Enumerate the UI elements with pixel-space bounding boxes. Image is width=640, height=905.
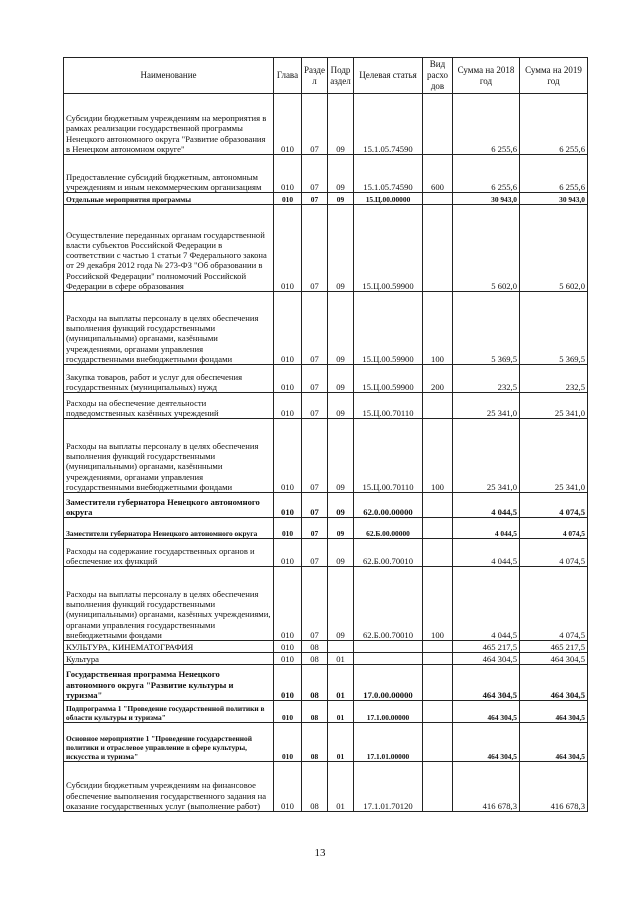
row-name: Заместители губернатора Ненецкого автономного округа bbox=[64, 493, 274, 518]
row-glava: 010 bbox=[274, 393, 302, 419]
row-podrazdel: 01 bbox=[328, 723, 354, 762]
row-glava: 010 bbox=[274, 365, 302, 393]
header-podrazdel: Подр аздел bbox=[328, 58, 354, 94]
row-sum-2019: 6 255,6 bbox=[520, 155, 588, 193]
row-sum-2019: 4 074,5 bbox=[520, 493, 588, 518]
row-name: Отдельные мероприятия программы bbox=[64, 193, 274, 205]
row-glava: 010 bbox=[274, 723, 302, 762]
row-glava: 010 bbox=[274, 193, 302, 205]
row-razdel: 07 bbox=[302, 292, 328, 365]
row-target: 62.Б.00.00000 bbox=[354, 518, 423, 539]
row-podrazdel: 09 bbox=[328, 155, 354, 193]
row-vid bbox=[423, 393, 453, 419]
row-razdel: 07 bbox=[302, 567, 328, 641]
row-name: Субсидии бюджетным учреждениям на финансовое обеспечение выполнения государственного задания на оказание государственных услуг (выполнение работ) bbox=[64, 762, 274, 812]
table-row bbox=[64, 567, 588, 641]
row-target: 15.Ц.00.70110 bbox=[354, 419, 423, 493]
row-name: Расходы на выплаты персоналу в целях обеспечения выполнения функций государственными (муниципальными) органами, казённными учреждениями, органами управления государственными внебюджетными фондами bbox=[64, 419, 274, 493]
row-podrazdel: 09 bbox=[328, 393, 354, 419]
row-glava: 010 bbox=[274, 665, 302, 701]
table-row bbox=[64, 665, 588, 701]
row-razdel: 08 bbox=[302, 723, 328, 762]
table-row bbox=[64, 393, 588, 419]
row-target: 62.Б.00.70010 bbox=[354, 539, 423, 567]
row-name: Расходы на выплаты персоналу в целях обеспечения выполнения функций государственными (муниципальными) органами, казённых учреждениями, органами управления государственными внебюджетными фондами bbox=[64, 567, 274, 641]
row-target: 62.0.00.00000 bbox=[354, 493, 423, 518]
row-sum-2019: 4 074,5 bbox=[520, 518, 588, 539]
row-sum-2018: 464 304,5 bbox=[453, 665, 520, 701]
row-razdel: 07 bbox=[302, 94, 328, 155]
row-glava: 010 bbox=[274, 205, 302, 292]
row-sum-2018: 464 304,5 bbox=[453, 723, 520, 762]
row-podrazdel: 09 bbox=[328, 539, 354, 567]
row-target: 15.Ц.00.59900 bbox=[354, 205, 423, 292]
table-header-row bbox=[64, 58, 588, 94]
row-podrazdel: 09 bbox=[328, 193, 354, 205]
table-row bbox=[64, 762, 588, 812]
row-podrazdel bbox=[328, 641, 354, 653]
row-sum-2018: 465 217,5 bbox=[453, 641, 520, 653]
table-row bbox=[64, 723, 588, 762]
table-row bbox=[64, 701, 588, 723]
row-podrazdel: 09 bbox=[328, 419, 354, 493]
table-row bbox=[64, 205, 588, 292]
row-target bbox=[354, 653, 423, 665]
row-sum-2018: 5 602,0 bbox=[453, 205, 520, 292]
table-row bbox=[64, 641, 588, 653]
row-razdel: 07 bbox=[302, 365, 328, 393]
row-sum-2019: 464 304,5 bbox=[520, 723, 588, 762]
budget-table-sheet bbox=[63, 57, 588, 812]
row-sum-2019: 30 943,0 bbox=[520, 193, 588, 205]
row-razdel: 07 bbox=[302, 393, 328, 419]
row-name: Осуществление переданных органам государственной власти субъектов Российской Федерации в соответствии с частью 1 статьи 7 Федерального закона от 29 декабря 2012 года № 273-ФЗ "Об образовании в Российской Федерации" полномочий Российской Федерации в сфере образования bbox=[64, 205, 274, 292]
row-sum-2018: 30 943,0 bbox=[453, 193, 520, 205]
row-glava: 010 bbox=[274, 155, 302, 193]
row-glava: 010 bbox=[274, 94, 302, 155]
header-name: Наименование bbox=[64, 58, 274, 94]
row-razdel: 08 bbox=[302, 762, 328, 812]
row-sum-2019: 6 255,6 bbox=[520, 94, 588, 155]
row-vid bbox=[423, 723, 453, 762]
row-glava: 010 bbox=[274, 653, 302, 665]
row-podrazdel: 09 bbox=[328, 365, 354, 393]
row-vid: 100 bbox=[423, 292, 453, 365]
row-podrazdel: 09 bbox=[328, 94, 354, 155]
table-row bbox=[64, 365, 588, 393]
row-vid: 200 bbox=[423, 365, 453, 393]
table-row bbox=[64, 193, 588, 205]
row-sum-2019: 25 341,0 bbox=[520, 393, 588, 419]
table-row bbox=[64, 292, 588, 365]
row-name: Расходы на обеспечение деятельности подведомственных казённых учреждений bbox=[64, 393, 274, 419]
row-name: Подпрограмма 1 "Проведение государственной политики в области культуры и туризма" bbox=[64, 701, 274, 723]
row-target: 62.Б.00.70010 bbox=[354, 567, 423, 641]
row-vid bbox=[423, 193, 453, 205]
row-razdel: 07 bbox=[302, 419, 328, 493]
row-target: 15.Ц.00.70110 bbox=[354, 393, 423, 419]
row-name: Расходы на содержание государственных органов и обеспечение их функций bbox=[64, 539, 274, 567]
row-razdel: 08 bbox=[302, 701, 328, 723]
row-glava: 010 bbox=[274, 292, 302, 365]
row-razdel: 07 bbox=[302, 493, 328, 518]
row-podrazdel: 09 bbox=[328, 518, 354, 539]
row-name: Основное мероприятие 1 "Проведение государственной политики и отраслевое управление в сфере культуры, искусства и туризма" bbox=[64, 723, 274, 762]
budget-table bbox=[63, 57, 588, 812]
row-vid bbox=[423, 665, 453, 701]
row-podrazdel: 09 bbox=[328, 205, 354, 292]
row-sum-2019: 464 304,5 bbox=[520, 653, 588, 665]
row-sum-2018: 464 304,5 bbox=[453, 701, 520, 723]
row-sum-2018: 4 044,5 bbox=[453, 567, 520, 641]
row-sum-2018: 464 304,5 bbox=[453, 653, 520, 665]
row-vid bbox=[423, 641, 453, 653]
row-sum-2019: 5 602,0 bbox=[520, 205, 588, 292]
row-sum-2019: 464 304,5 bbox=[520, 701, 588, 723]
row-glava: 010 bbox=[274, 493, 302, 518]
row-target: 15.1.05.74590 bbox=[354, 94, 423, 155]
header-sum-2018: Сумма на 2018 год bbox=[453, 58, 520, 94]
row-podrazdel: 01 bbox=[328, 653, 354, 665]
row-glava: 010 bbox=[274, 419, 302, 493]
row-sum-2019: 4 074,5 bbox=[520, 539, 588, 567]
row-sum-2019: 416 678,3 bbox=[520, 762, 588, 812]
row-vid: 100 bbox=[423, 567, 453, 641]
row-vid bbox=[423, 493, 453, 518]
row-vid: 600 bbox=[423, 155, 453, 193]
row-vid bbox=[423, 701, 453, 723]
row-name: Предоставление субсидий бюджетным, автономным учреждениям и иным некоммерческим организациям bbox=[64, 155, 274, 193]
page-number: 13 bbox=[314, 847, 326, 859]
row-podrazdel: 01 bbox=[328, 665, 354, 701]
header-sum-2019: Сумма на 2019 год bbox=[520, 58, 588, 94]
row-sum-2019: 25 341,0 bbox=[520, 419, 588, 493]
row-target: 15.Ц.00.59900 bbox=[354, 365, 423, 393]
table-body bbox=[64, 94, 588, 812]
row-vid bbox=[423, 539, 453, 567]
row-sum-2019: 465 217,5 bbox=[520, 641, 588, 653]
header-razdel: Разде л bbox=[302, 58, 328, 94]
row-name: Субсидии бюджетным учреждениям на мероприятия в рамках реализации государственной программы Ненецкого автономного округа "Развитие образования в Ненецком автономном округе" bbox=[64, 94, 274, 155]
table-row bbox=[64, 518, 588, 539]
row-vid bbox=[423, 762, 453, 812]
table-row bbox=[64, 493, 588, 518]
table-row bbox=[64, 155, 588, 193]
row-glava: 010 bbox=[274, 762, 302, 812]
header-target: Целевая статья bbox=[354, 58, 423, 94]
row-podrazdel: 09 bbox=[328, 567, 354, 641]
row-podrazdel: 01 bbox=[328, 701, 354, 723]
header-vid: Вид расхо дов bbox=[423, 58, 453, 94]
row-target: 17.1.01.00000 bbox=[354, 723, 423, 762]
row-razdel: 08 bbox=[302, 665, 328, 701]
row-vid bbox=[423, 653, 453, 665]
row-sum-2018: 4 044,5 bbox=[453, 539, 520, 567]
row-sum-2019: 232,5 bbox=[520, 365, 588, 393]
row-sum-2019: 4 074,5 bbox=[520, 567, 588, 641]
row-vid bbox=[423, 518, 453, 539]
row-podrazdel: 09 bbox=[328, 493, 354, 518]
row-razdel: 07 bbox=[302, 155, 328, 193]
row-podrazdel: 01 bbox=[328, 762, 354, 812]
row-razdel: 08 bbox=[302, 653, 328, 665]
row-sum-2018: 6 255,6 bbox=[453, 155, 520, 193]
row-sum-2018: 4 044,5 bbox=[453, 493, 520, 518]
row-target: 15.Ц.00.59900 bbox=[354, 292, 423, 365]
row-target: 17.1.01.70120 bbox=[354, 762, 423, 812]
row-target: 17.0.00.00000 bbox=[354, 665, 423, 701]
row-sum-2018: 5 369,5 bbox=[453, 292, 520, 365]
row-razdel: 08 bbox=[302, 641, 328, 653]
row-target: 15.Ц.00.00000 bbox=[354, 193, 423, 205]
row-razdel: 07 bbox=[302, 539, 328, 567]
row-glava: 010 bbox=[274, 518, 302, 539]
row-sum-2018: 416 678,3 bbox=[453, 762, 520, 812]
row-target: 15.1.05.74590 bbox=[354, 155, 423, 193]
row-vid bbox=[423, 94, 453, 155]
row-name: КУЛЬТУРА, КИНЕМАТОГРАФИЯ bbox=[64, 641, 274, 653]
row-vid bbox=[423, 205, 453, 292]
row-name: Заместители губернатора Ненецкого автономного округа bbox=[64, 518, 274, 539]
row-sum-2019: 5 369,5 bbox=[520, 292, 588, 365]
row-target bbox=[354, 641, 423, 653]
row-name: Культура bbox=[64, 653, 274, 665]
row-razdel: 07 bbox=[302, 193, 328, 205]
row-glava: 010 bbox=[274, 701, 302, 723]
row-razdel: 07 bbox=[302, 205, 328, 292]
row-sum-2018: 25 341,0 bbox=[453, 419, 520, 493]
row-glava: 010 bbox=[274, 567, 302, 641]
row-sum-2018: 4 044,5 bbox=[453, 518, 520, 539]
row-sum-2018: 25 341,0 bbox=[453, 393, 520, 419]
table-row bbox=[64, 539, 588, 567]
row-glava: 010 bbox=[274, 539, 302, 567]
row-vid: 100 bbox=[423, 419, 453, 493]
table-row bbox=[64, 94, 588, 155]
row-glava: 010 bbox=[274, 641, 302, 653]
row-podrazdel: 09 bbox=[328, 292, 354, 365]
header-glava: Глава bbox=[274, 58, 302, 94]
table-row bbox=[64, 419, 588, 493]
row-sum-2019: 464 304,5 bbox=[520, 665, 588, 701]
row-target: 17.1.00.00000 bbox=[354, 701, 423, 723]
row-sum-2018: 232,5 bbox=[453, 365, 520, 393]
table-row bbox=[64, 653, 588, 665]
row-razdel: 07 bbox=[302, 518, 328, 539]
row-name: Закупка товаров, работ и услуг для обеспечения государственных (муниципальных) нужд bbox=[64, 365, 274, 393]
row-sum-2018: 6 255,6 bbox=[453, 94, 520, 155]
row-name: Государственная программа Ненецкого автономного округа "Развитие культуры и туризма" bbox=[64, 665, 274, 701]
row-name: Расходы на выплаты персоналу в целях обеспечения выполнения функций государственными (муниципальными) органами, казёнными учреждениями, органами управления государственными внебюджетными фондами bbox=[64, 292, 274, 365]
